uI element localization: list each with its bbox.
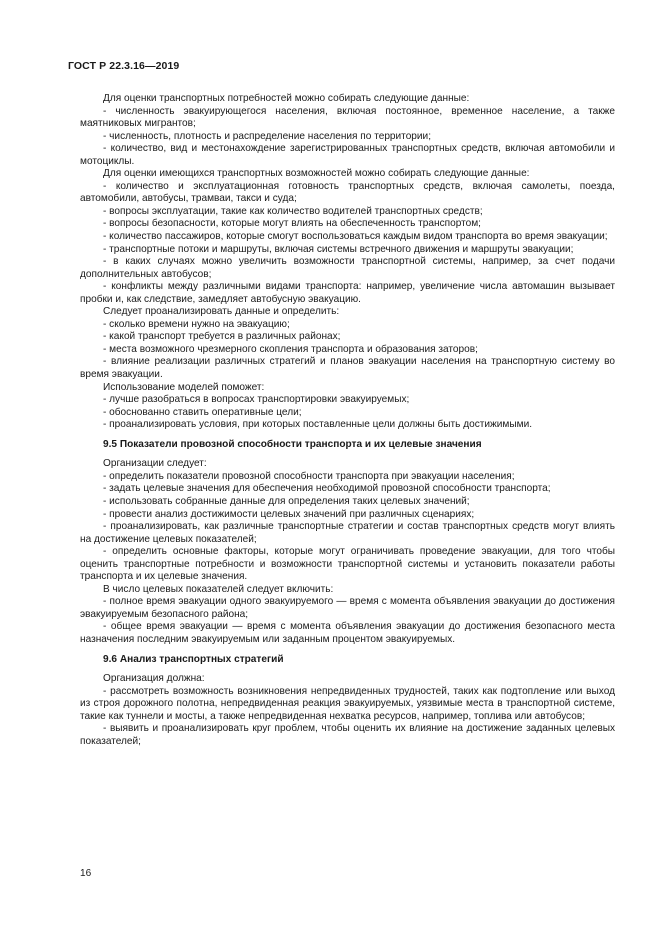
paragraph: - проанализировать условия, при которых поставленные цели должны быть достижимыми. [103, 419, 533, 431]
paragraph: - количество пассажиров, которые смогут воспользоваться каждым видом транспорта во время эвакуации; [103, 231, 608, 243]
paragraph: - проанализировать, как различные транспортные стратегии и состав транспортных средств могут влиять на достижение целевых показателей; [80, 521, 615, 545]
paragraph: Организация должна: [103, 673, 205, 685]
paragraph: - сколько времени нужно на эвакуацию; [103, 318, 290, 330]
document-header: ГОСТ Р 22.3.16—2019 [68, 60, 180, 72]
paragraph: Организации следует: [103, 458, 207, 470]
paragraph: В число целевых показателей следует включить: [103, 583, 334, 595]
paragraph: Следует проанализировать данные и определить: [103, 306, 340, 318]
paragraph: - полное время эвакуации одного эвакуируемого — время с момента объявления эвакуации до достижения эвакуируемым безопасного района; [80, 596, 615, 620]
paragraph: - численность, плотность и распределение населения по территории; [103, 130, 431, 142]
paragraph: - в каких случаях можно увеличить возможности транспортной системы, например, за счет подачи дополнительных автобусов; [80, 256, 615, 280]
paragraph: - выявить и проанализировать круг проблем, чтобы оценить их влияние на достижение заданных целевых показателей; [80, 723, 615, 747]
paragraph: - определить показатели провозной способности транспорта при эвакуации населения; [103, 470, 515, 482]
section-heading: 9.6 Анализ транспортных стратегий [103, 653, 284, 665]
paragraph: - провести анализ достижимости целевых значений при различных сценариях; [103, 508, 475, 520]
paragraph: - использовать собранные данные для определения таких целевых значений; [103, 495, 470, 507]
paragraph: - вопросы эксплуатации, такие как количество водителей транспортных средств; [103, 205, 483, 217]
paragraph: - количество и эксплуатационная готовность транспортных средств, включая самолеты, поезда, автомобили, автобусы, трамваи, такси и суда; [80, 180, 615, 205]
paragraph: - влияние реализации различных стратегий и планов эвакуации населения на транспортную систему во время эвакуации. [80, 356, 615, 381]
paragraph: - определить основные факторы, которые могут ограничивать проведение эвакуации, для того чтобы оценить транспортные потребности и возможности транспортной системы и установить показатели работы транспорта и их целевые значения. [80, 546, 615, 583]
section-heading: 9.5 Показатели провозной способности транспорта и их целевые значения [103, 438, 482, 450]
paragraph: - общее время эвакуации — время с момента объявления эвакуации до достижения безопасного места назначения последним эвакуируемым или заданным процентом эвакуируемых. [80, 621, 615, 645]
paragraph: - рассмотреть возможность возникновения непредвиденных трудностей, таких как подтопление или выход из строя дорожного полотна, непредвиденная реакция эвакуируемых, уязвимые места в транспортной системе, такие как туннели и мосты, а также непредвиденная нехватка ресурсов, например, топлива или автобусов; [80, 685, 615, 722]
paragraph: - количество, вид и местонахождение зарегистрированных транспортных средств, включая автомобили и мотоциклы. [80, 143, 615, 167]
paragraph: Для оценки транспортных потребностей можно собирать следующие данные: [103, 93, 470, 104]
page-number: 16 [80, 868, 92, 879]
paragraph: Использование моделей поможет: [103, 381, 265, 393]
paragraph: Для оценки имеющихся транспортных возможностей можно собирать следующие данные: [103, 168, 530, 180]
paragraph: - численность эвакуирующегося населения, включая постоянное, временное население, а также маятниковых мигрантов; [80, 105, 615, 130]
paragraph: - лучше разобраться в вопросах транспортировки эвакуируемых; [103, 394, 410, 406]
paragraph: - конфликты между различными видами транспорта: например, увеличение числа автомашин вызывает пробки и, как следствие, замедляет автобусную эвакуацию. [80, 281, 615, 305]
paragraph: - места возможного чрезмерного скопления транспорта и образования заторов; [103, 343, 478, 355]
paragraph: - транспортные потоки и маршруты, включая системы встречного движения и маршруты эвакуации; [103, 243, 574, 255]
paragraph: - задать целевые значения для обеспечения необходимой провозной способности транспорта; [103, 483, 551, 495]
document-body [80, 93, 615, 748]
paragraph: - обоснованно ставить оперативные цели; [103, 406, 302, 418]
paragraph: - вопросы безопасности, которые могут влиять на обеспеченность транспортом; [103, 218, 481, 230]
paragraph: - какой транспорт требуется в различных районах; [103, 331, 341, 343]
